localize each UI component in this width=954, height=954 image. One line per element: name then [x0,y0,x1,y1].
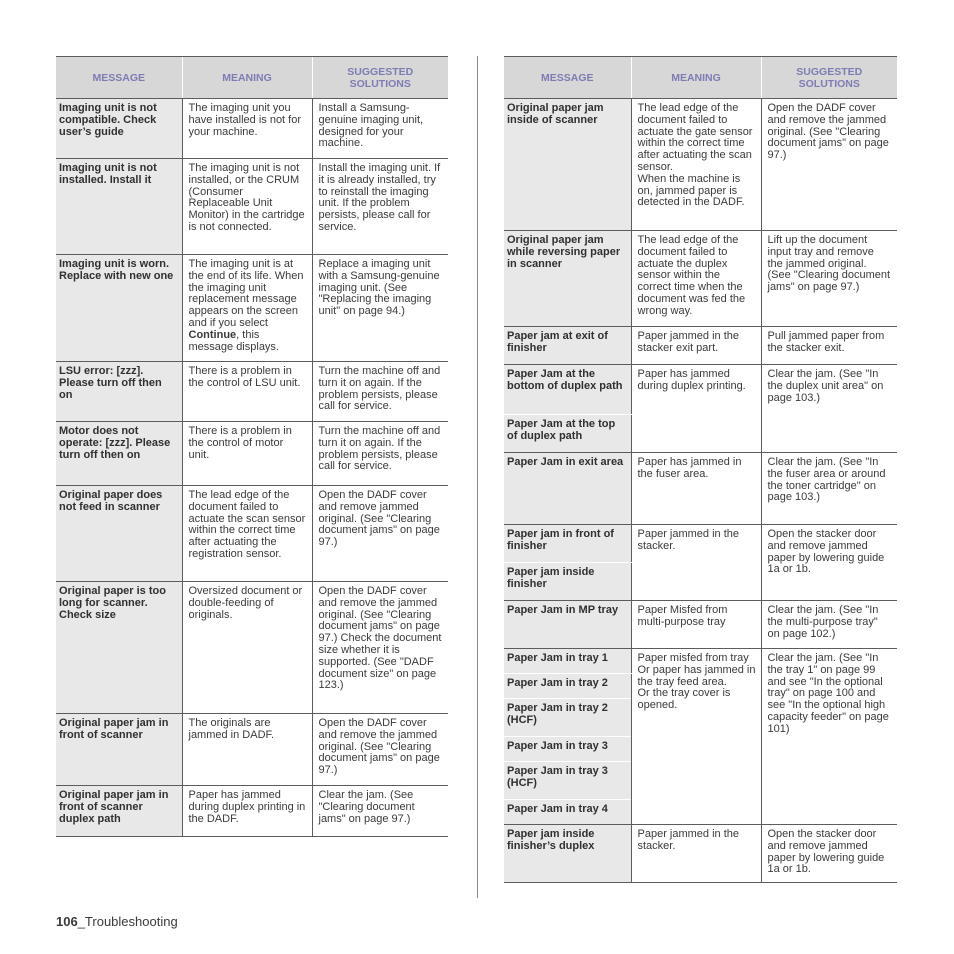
page-footer [56,914,178,929]
solution-cell: Open the stacker door and remove jammed paper by lowering guide 1a or 1b. [761,825,897,883]
meaning-cell: Paper has jammed in the fuser area. [631,453,761,525]
meaning-cell: Paper has jammed during duplex printing. [631,365,761,453]
message-cell: Paper Jam in exit area [504,453,631,525]
table-row [56,159,448,255]
message-cell: Paper Jam in tray 2 (HCF) [504,699,631,737]
solution-cell: Clear the jam. (See "In the multi-purpose tray" on page 102.) [761,601,897,649]
meaning-cell: The lead edge of the document failed to actuate the gate sensor within the correct time after actuating the scan sensor. When the machine is on, jammed paper is detected in the DADF. [631,99,761,231]
message-cell: Paper Jam in tray 2 [504,674,631,699]
header-solutions: SUGGESTED SOLUTIONS [761,57,897,99]
message-cell: Original paper jam while reversing paper in scanner [504,231,631,327]
table-row [56,362,448,422]
table-row [504,825,897,883]
section-name: _Troubleshooting [77,914,178,929]
table-row [504,525,897,563]
solution-cell: Turn the machine off and turn it on again. If the problem persists, please call for service. [312,362,448,422]
message-cell: Original paper jam in front of scanner duplex path [56,786,182,837]
message-cell: Original paper is too long for scanner. Check size [56,582,182,714]
solution-cell: Clear the jam. (See "In the duplex unit area" on page 103.) [761,365,897,453]
message-cell: Paper jam in front of finisher [504,525,631,563]
header-meaning: MEANING [631,57,761,99]
table-row [504,649,897,674]
table-row [504,231,897,327]
table-row [56,714,448,786]
solution-cell: Clear the jam. (See "Clearing document jams" on page 97.) [312,786,448,837]
solution-cell: Open the DADF cover and remove the jammed original. (See "Clearing document jams" on page 97.) Check the document size whether it is supported. (See "DADF document size" on page 123.) [312,582,448,714]
table-row [504,327,897,365]
solution-cell: Lift up the document input tray and remove the jammed original. (See "Clearing document jams" on page 97.) [761,231,897,327]
meaning-cell: Paper jammed in the stacker. [631,825,761,883]
table-row [504,365,897,415]
message-cell: Paper jam at exit of finisher [504,327,631,365]
solution-cell: Open the DADF cover and remove the jammed original. (See "Clearing document jams" on page 97.) [761,99,897,231]
page-number: 106 [56,914,78,929]
meaning-cell: The originals are jammed in DADF. [182,714,312,786]
meaning-cell: There is a problem in the control of motor unit. [182,422,312,486]
table-row [504,601,897,649]
meaning-cell: Paper Misfed from multi-purpose tray [631,601,761,649]
right-error-table [504,56,897,883]
message-cell: Imaging unit is worn. Replace with new one [56,255,182,362]
table-row [56,786,448,837]
message-cell: Imaging unit is not installed. Install it [56,159,182,255]
header-meaning: MEANING [182,57,312,99]
meaning-cell: Paper jammed in the stacker exit part. [631,327,761,365]
table-row [56,255,448,362]
table-row [504,453,897,525]
meaning-cell: Oversized document or double-feeding of originals. [182,582,312,714]
message-cell: Paper Jam at the top of duplex path [504,415,631,453]
message-cell: Paper Jam in MP tray [504,601,631,649]
message-cell: Original paper jam in front of scanner [56,714,182,786]
table-row [56,422,448,486]
solution-cell: Open the stacker door and remove jammed paper by lowering guide 1a or 1b. [761,525,897,601]
message-cell: Paper Jam at the bottom of duplex path [504,365,631,415]
column-divider [477,56,478,898]
left-error-table [56,56,448,837]
message-cell: Paper Jam in tray 4 [504,800,631,825]
meaning-cell: Paper has jammed during duplex printing in the DADF. [182,786,312,837]
solution-cell: Install the imaging unit. If it is already installed, try to reinstall the imaging unit. If the problem persists, please call for service. [312,159,448,255]
table-row [56,486,448,582]
message-cell: Paper Jam in tray 3 (HCF) [504,762,631,800]
table-row [56,99,448,159]
message-cell: Original paper jam inside of scanner [504,99,631,231]
message-cell: Paper Jam in tray 3 [504,737,631,762]
meaning-cell: The lead edge of the document failed to actuate the duplex sensor within the correct time when the document was fed the wrong way. [631,231,761,327]
meaning-cell: Paper misfed from tray Or paper has jammed in the tray feed area. Or the tray cover is opened. [631,649,761,825]
meaning-cell: There is a problem in the control of LSU unit. [182,362,312,422]
solution-cell: Turn the machine off and turn it on again. If the problem persists, please call for service. [312,422,448,486]
solution-cell: Open the DADF cover and remove jammed original. (See "Clearing document jams" on page 97.) [312,486,448,582]
table-header-row [504,57,897,99]
header-solutions: SUGGESTED SOLUTIONS [312,57,448,99]
meaning-cell: The lead edge of the document failed to actuate the scan sensor within the correct time after actuating the registration sensor. [182,486,312,582]
table-row [56,582,448,714]
meaning-cell: Paper jammed in the stacker. [631,525,761,601]
message-cell: Imaging unit is not compatible. Check user’s guide [56,99,182,159]
meaning-cell: The imaging unit is at the end of its life. When the imaging unit replacement message appears on the screen and if you select Continue, this message displays. [182,255,312,362]
message-cell: Paper Jam in tray 1 [504,649,631,674]
header-message: MESSAGE [504,57,631,99]
message-cell: Paper jam inside finisher [504,563,631,601]
message-cell: LSU error: [zzz]. Please turn off then on [56,362,182,422]
meaning-cell: The imaging unit is not installed, or the CRUM (Consumer Replaceable Unit Monitor) in the cartridge is not connected. [182,159,312,255]
message-cell: Original paper does not feed in scanner [56,486,182,582]
message-cell: Motor does not operate: [zzz]. Please turn off then on [56,422,182,486]
message-cell: Paper jam inside finisher’s duplex [504,825,631,883]
meaning-cell: The imaging unit you have installed is not for your machine. [182,99,312,159]
table-header-row [56,57,448,99]
solution-cell: Clear the jam. (See "In the tray 1" on page 99 and see "In the optional tray" on page 100 and see "In the optional high capacity feeder" on page 101) [761,649,897,825]
solution-cell: Clear the jam. (See "In the fuser area or around the toner cartridge" on page 103.) [761,453,897,525]
solution-cell: Pull jammed paper from the stacker exit. [761,327,897,365]
solution-cell: Replace a imaging unit with a Samsung-genuine imaging unit. (See "Replacing the imaging unit" on page 94.) [312,255,448,362]
header-message: MESSAGE [56,57,182,99]
solution-cell: Install a Samsung-genuine imaging unit, designed for your machine. [312,99,448,159]
table-row [504,99,897,231]
solution-cell: Open the DADF cover and remove the jammed original. (See "Clearing document jams" on page 97.) [312,714,448,786]
